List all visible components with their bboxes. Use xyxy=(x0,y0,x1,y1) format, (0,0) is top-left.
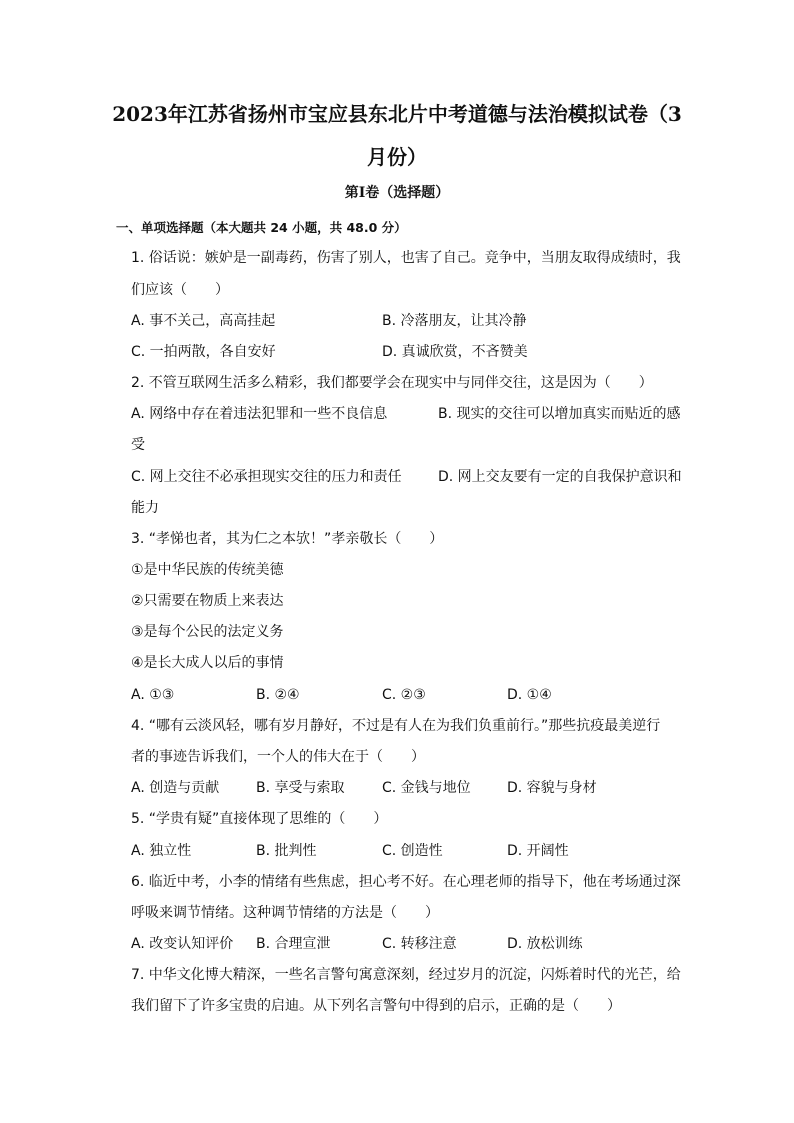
exam-title-line-1: 2023年江苏省扬州市宝应县东北片中考道德与法治模拟试卷（3 xyxy=(112,102,682,126)
section-heading: 一、单项选择题（本大题共 24 小题，共 48.0 分） xyxy=(116,220,407,235)
question-3-option-d: D. ①④ xyxy=(507,687,552,703)
question-2-option-d-wrap: 能力 xyxy=(131,500,159,516)
question-7-stem-line-2: 我们留下了许多宝贵的启迪。从下列名言警句中得到的启示，正确的是（ ） xyxy=(131,998,621,1014)
question-2-option-b: B. 现实的交往可以增加真实而贴近的感 xyxy=(438,406,681,422)
question-3-item-1: ①是中华民族的传统美德 xyxy=(131,562,284,578)
question-2-option-b-wrap: 受 xyxy=(131,437,145,453)
question-1-option-c: C. 一拍两散，各自安好 xyxy=(131,344,276,360)
question-3-item-4: ④是长大成人以后的事情 xyxy=(131,655,284,671)
question-4-stem-line-2: 者的事迹告诉我们，一个人的伟大在于（ ） xyxy=(131,749,425,765)
question-2-option-a: A. 网络中存在着违法犯罪和一些不良信息 xyxy=(131,406,388,422)
question-1-option-a: A. 事不关己，高高挂起 xyxy=(131,313,276,329)
question-6-option-b: B. 合理宣泄 xyxy=(256,936,331,952)
exam-title-line-2: 月份） xyxy=(367,145,427,169)
question-4-option-d: D. 容貌与身材 xyxy=(507,780,597,796)
question-6-stem-line-1: 6. 临近中考，小李的情绪有些焦虑，担心考不好。在心理老师的指导下，他在考场通过深 xyxy=(131,874,681,890)
question-6-option-d: D. 放松训练 xyxy=(507,936,583,952)
question-1-option-b: B. 冷落朋友，让其冷静 xyxy=(382,313,527,329)
question-1-stem-line-2: 们应该（ ） xyxy=(131,282,229,298)
question-3-item-3: ③是每个公民的法定义务 xyxy=(131,624,284,640)
question-2-option-d: D. 网上交友要有一定的自我保护意识和 xyxy=(438,469,682,485)
question-4-option-a: A. 创造与贡献 xyxy=(131,780,220,796)
question-2-stem-line-1: 2. 不管互联网生活多么精彩，我们都要学会在现实中与同伴交往，这是因为（ ） xyxy=(131,375,653,391)
question-3-option-b: B. ②④ xyxy=(256,687,300,703)
question-5-option-a: A. 独立性 xyxy=(131,843,192,859)
question-3-option-a: A. ①③ xyxy=(131,687,175,703)
question-5-stem-line-1: 5. “学贵有疑”直接体现了思维的（ ） xyxy=(131,811,388,827)
question-5-option-d: D. 开阔性 xyxy=(507,843,569,859)
question-6-stem-line-2: 呼吸来调节情绪。这种调节情绪的方法是（ ） xyxy=(131,905,439,921)
question-1-option-d: D. 真诚欣赏，不吝赞美 xyxy=(382,344,528,360)
question-6-option-a: A. 改变认知评价 xyxy=(131,936,234,952)
question-1-stem-line-1: 1. 俗话说：嫉妒是一副毒药，伤害了别人，也害了自己。竞争中，当朋友取得成绩时，我 xyxy=(131,250,681,266)
question-6-option-c: C. 转移注意 xyxy=(382,936,457,952)
question-3-option-c: C. ②③ xyxy=(382,687,426,703)
question-3-item-2: ②只需要在物质上来表达 xyxy=(131,593,284,609)
question-5-option-b: B. 批判性 xyxy=(256,843,317,859)
question-4-option-c: C. 金钱与地位 xyxy=(382,780,471,796)
volume-title: 第I卷（选择题） xyxy=(344,185,450,201)
question-4-stem-line-1: 4. “哪有云淡风轻，哪有岁月静好，不过是有人在为我们负重前行。”那些抗疫最美逆行 xyxy=(131,718,661,734)
question-5-option-c: C. 创造性 xyxy=(382,843,443,859)
question-4-option-b: B. 享受与索取 xyxy=(256,780,345,796)
question-2-option-c: C. 网上交往不必承担现实交往的压力和责任 xyxy=(131,469,402,485)
question-3-stem-line-1: 3. “孝悌也者，其为仁之本欤！”孝亲敬长（ ） xyxy=(131,531,444,547)
question-7-stem-line-1: 7. 中华文化博大精深，一些名言警句寓意深刻，经过岁月的沉淀，闪烁着时代的光芒，给 xyxy=(131,967,681,983)
